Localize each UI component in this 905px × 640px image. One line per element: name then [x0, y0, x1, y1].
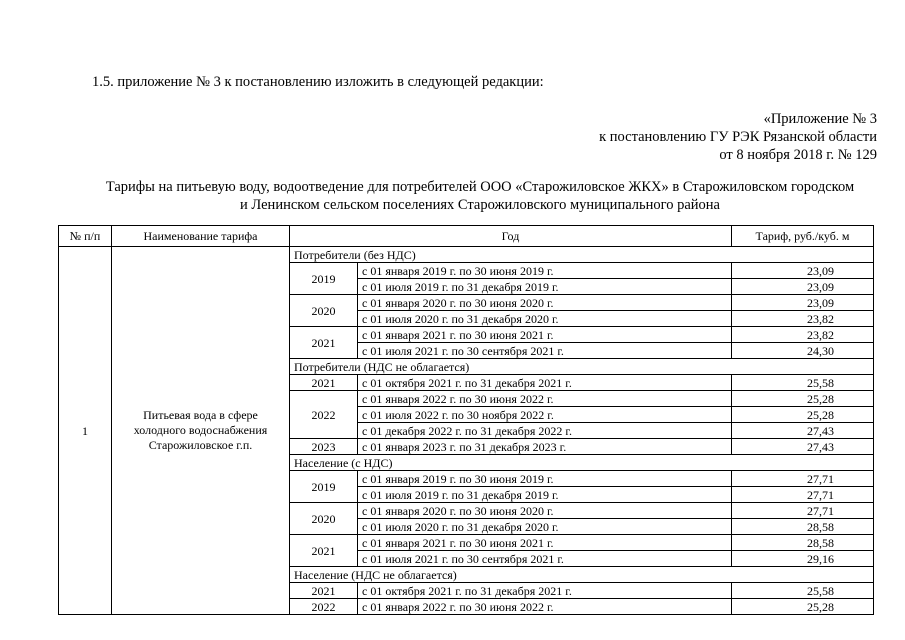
- appendix-heading: [599, 110, 877, 164]
- year-cell: 2019: [290, 263, 358, 295]
- period-cell: с 01 января 2019 г. по 30 июня 2019 г.: [358, 471, 732, 487]
- group-row: [59, 247, 874, 263]
- period-cell: с 01 июля 2020 г. по 31 декабря 2020 г.: [358, 311, 732, 327]
- table-body: [59, 247, 874, 615]
- tariff-value-cell: 23,09: [732, 295, 874, 311]
- consumer-group-label: Потребители (без НДС): [290, 247, 874, 263]
- tariff-table: [58, 225, 874, 615]
- period-cell: с 01 июля 2019 г. по 31 декабря 2019 г.: [358, 487, 732, 503]
- period-cell: с 01 июля 2020 г. по 31 декабря 2020 г.: [358, 519, 732, 535]
- consumer-group-label: Население (с НДС): [290, 455, 874, 471]
- tariff-value-cell: 28,58: [732, 519, 874, 535]
- tariff-value-cell: 27,71: [732, 487, 874, 503]
- period-cell: с 01 января 2023 г. по 31 декабря 2023 г.: [358, 439, 732, 455]
- consumer-group-label: Потребители (НДС не облагается): [290, 359, 874, 375]
- tariff-value-cell: 27,71: [732, 471, 874, 487]
- year-cell: 2021: [290, 535, 358, 567]
- header-tariff: Тариф, руб./куб. м: [732, 226, 874, 247]
- tariff-value-cell: 23,82: [732, 327, 874, 343]
- period-cell: с 01 октября 2021 г. по 31 декабря 2021 г.: [358, 375, 732, 391]
- tariff-value-cell: 25,58: [732, 583, 874, 599]
- year-cell: 2021: [290, 583, 358, 599]
- table-header-row: [59, 226, 874, 247]
- year-cell: 2023: [290, 439, 358, 455]
- year-cell: 2022: [290, 391, 358, 439]
- tariff-value-cell: 25,28: [732, 599, 874, 615]
- year-cell: 2019: [290, 471, 358, 503]
- tariff-value-cell: 23,09: [732, 263, 874, 279]
- tariff-value-cell: 23,82: [732, 311, 874, 327]
- tariff-value-cell: 28,58: [732, 535, 874, 551]
- period-cell: с 01 июля 2019 г. по 31 декабря 2019 г.: [358, 279, 732, 295]
- period-cell: с 01 января 2021 г. по 30 июня 2021 г.: [358, 327, 732, 343]
- tariff-name: Питьевая вода в сфере холодного водоснабжения Старожиловское г.п.: [112, 247, 290, 615]
- intro-paragraph: 1.5. приложение № 3 к постановлению изложить в следующей редакции:: [92, 74, 544, 90]
- period-cell: с 01 октября 2021 г. по 31 декабря 2021 г.: [358, 583, 732, 599]
- year-cell: 2022: [290, 599, 358, 615]
- period-cell: с 01 июля 2021 г. по 30 сентября 2021 г.: [358, 551, 732, 567]
- appendix-line-1: «Приложение № 3: [763, 111, 877, 127]
- title-line-1: Тарифы на питьевую воду, водоотведение для потребителей ООО «Старожиловское ЖКХ» в Старожиловском городском: [105, 179, 855, 195]
- title-line-2: и Ленинском сельском поселениях Старожиловского муниципального района: [240, 197, 720, 213]
- period-cell: с 01 января 2019 г. по 30 июня 2019 г.: [358, 263, 732, 279]
- period-cell: с 01 июля 2021 г. по 30 сентября 2021 г.: [358, 343, 732, 359]
- appendix-line-2: к постановлению ГУ РЭК Рязанской области: [599, 129, 877, 145]
- tariff-value-cell: 29,16: [732, 551, 874, 567]
- year-cell: 2021: [290, 327, 358, 359]
- period-cell: с 01 января 2020 г. по 30 июня 2020 г.: [358, 295, 732, 311]
- header-num: № п/п: [59, 226, 112, 247]
- tariff-value-cell: 25,28: [732, 407, 874, 423]
- year-cell: 2021: [290, 375, 358, 391]
- period-cell: с 01 декабря 2022 г. по 31 декабря 2022 г.: [358, 423, 732, 439]
- tariff-value-cell: 25,28: [732, 391, 874, 407]
- period-cell: с 01 января 2020 г. по 30 июня 2020 г.: [358, 503, 732, 519]
- header-year: Год: [290, 226, 732, 247]
- document-title: [40, 178, 905, 214]
- appendix-line-3: от 8 ноября 2018 г. № 129: [719, 147, 877, 163]
- tariff-value-cell: 27,71: [732, 503, 874, 519]
- tariff-value-cell: 27,43: [732, 423, 874, 439]
- year-cell: 2020: [290, 503, 358, 535]
- year-cell: 2020: [290, 295, 358, 327]
- period-cell: с 01 июля 2022 г. по 30 ноября 2022 г.: [358, 407, 732, 423]
- period-cell: с 01 января 2022 г. по 30 июня 2022 г.: [358, 599, 732, 615]
- period-cell: с 01 января 2022 г. по 30 июня 2022 г.: [358, 391, 732, 407]
- tariff-value-cell: 24,30: [732, 343, 874, 359]
- header-name: Наименование тарифа: [112, 226, 290, 247]
- tariff-value-cell: 27,43: [732, 439, 874, 455]
- tariff-value-cell: 25,58: [732, 375, 874, 391]
- consumer-group-label: Население (НДС не облагается): [290, 567, 874, 583]
- tariff-value-cell: 23,09: [732, 279, 874, 295]
- row-number: 1: [59, 247, 112, 615]
- period-cell: с 01 января 2021 г. по 30 июня 2021 г.: [358, 535, 732, 551]
